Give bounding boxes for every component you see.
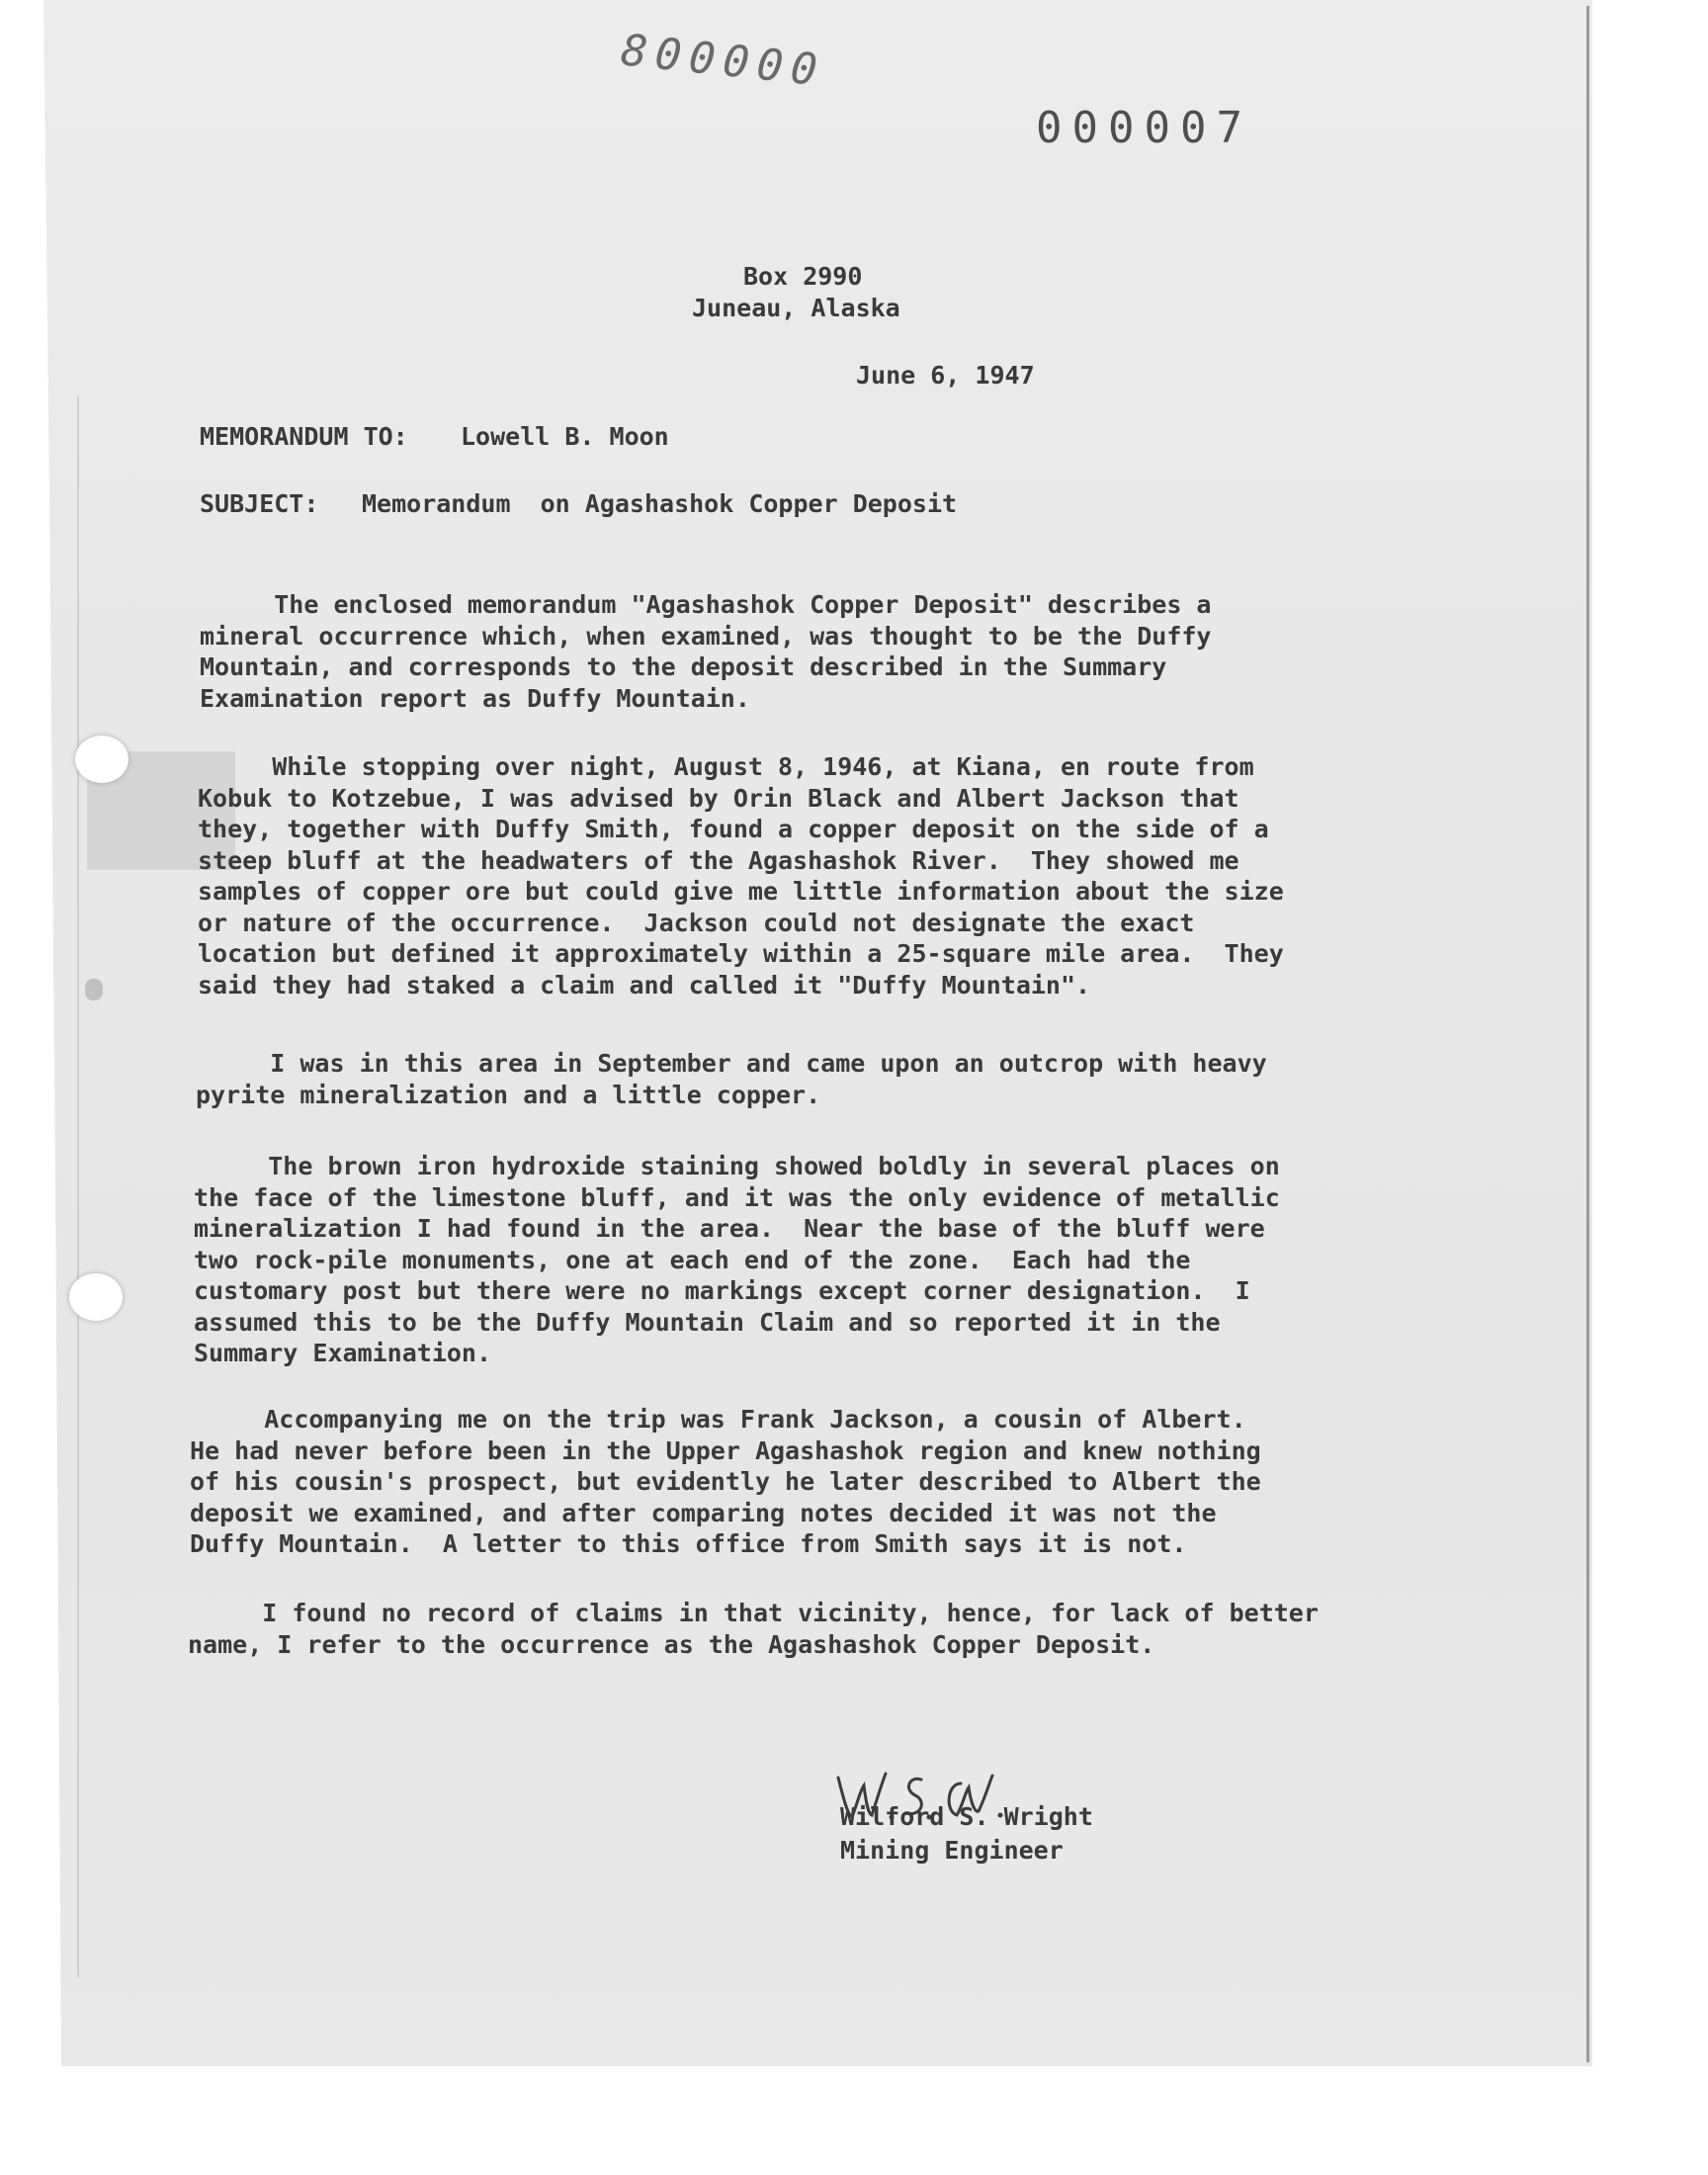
body-line: He had never before been in the Upper Agashashok region and knew nothing bbox=[190, 1436, 1261, 1465]
letter-date: June 6, 1947 bbox=[856, 361, 1035, 390]
body-line: The enclosed memorandum "Agashashok Copper Deposit" describes a bbox=[200, 590, 1212, 619]
file-number-stamp-lower: 000007 bbox=[1036, 103, 1252, 153]
memo-to-label: MEMORANDUM TO: bbox=[200, 422, 408, 451]
letterhead-city: Juneau, Alaska bbox=[692, 294, 900, 322]
body-line: The brown iron hydroxide staining showed boldly in several places on bbox=[194, 1152, 1280, 1180]
punch-hole-lower bbox=[69, 1273, 123, 1321]
body-line: customary post but there were no markings except corner designation. I bbox=[194, 1276, 1250, 1305]
body-paragraph-1 bbox=[200, 589, 1212, 714]
signer-title: Mining Engineer bbox=[840, 1836, 1064, 1865]
body-line: deposit we examined, and after comparing notes decided it was not the bbox=[190, 1498, 1217, 1527]
body-line: they, together with Duffy Smith, found a copper deposit on the side of a bbox=[198, 815, 1269, 843]
subject-text: Memorandum on Agashashok Copper Deposit bbox=[362, 489, 958, 518]
body-paragraph-5 bbox=[190, 1404, 1261, 1560]
body-line: Duffy Mountain. A letter to this office from Smith says it is not. bbox=[190, 1529, 1187, 1558]
signer-name: Wilford S. Wright bbox=[840, 1802, 1093, 1831]
body-line: pyrite mineralization and a little copper. bbox=[196, 1080, 821, 1109]
smudge-mark bbox=[85, 979, 103, 1000]
body-line: the face of the limestone bluff, and it was the only evidence of metallic bbox=[194, 1182, 1280, 1212]
body-paragraph-3 bbox=[196, 1048, 1267, 1110]
body-line: said they had staked a claim and called it "Duffy Mountain". bbox=[198, 970, 1091, 1000]
paper-right-edge bbox=[1586, 6, 1589, 2062]
punch-hole-upper bbox=[75, 736, 128, 783]
body-paragraph-4 bbox=[194, 1151, 1280, 1369]
body-line: Kobuk to Kotzebue, I was advised by Orin Black and Albert Jackson that bbox=[198, 783, 1239, 813]
memo-to-name: Lowell B. Moon bbox=[461, 422, 669, 451]
body-line: or nature of the occurrence. Jackson could not designate the exact bbox=[198, 908, 1195, 937]
letterhead-box: Box 2990 bbox=[743, 262, 863, 291]
body-line: name, I refer to the occurrence as the Agashashok Copper Deposit. bbox=[188, 1629, 1155, 1659]
body-line: Examination report as Duffy Mountain. bbox=[200, 683, 750, 713]
body-line: Mountain, and corresponds to the deposit described in the Summary bbox=[200, 652, 1167, 681]
body-line: steep bluff at the headwaters of the Agashashok River. They showed me bbox=[198, 845, 1239, 875]
paper-left-edge bbox=[77, 395, 79, 1977]
body-line: While stopping over night, August 8, 1946, at Kiana, en route from bbox=[198, 752, 1254, 781]
body-line: assumed this to be the Duffy Mountain Claim and so reported it in the bbox=[194, 1307, 1221, 1337]
body-line: mineral occurrence which, when examined, was thought to be the Duffy bbox=[200, 621, 1212, 651]
body-line: of his cousin's prospect, but evidently he later described to Albert the bbox=[190, 1467, 1261, 1496]
file-number-stamp-upper: 800000 bbox=[618, 25, 828, 97]
body-paragraph-6 bbox=[188, 1598, 1319, 1660]
subject-label: SUBJECT: bbox=[200, 489, 319, 518]
body-line: samples of copper ore but could give me little information about the size bbox=[198, 877, 1284, 906]
body-line: Accompanying me on the trip was Frank Jackson, a cousin of Albert. bbox=[190, 1405, 1246, 1434]
body-line: Summary Examination. bbox=[194, 1339, 492, 1367]
body-line: I was in this area in September and came upon an outcrop with heavy bbox=[196, 1049, 1267, 1078]
body-line: I found no record of claims in that vicinity, hence, for lack of better bbox=[188, 1599, 1319, 1627]
body-line: mineralization I had found in the area. Near the base of the bluff were bbox=[194, 1214, 1265, 1243]
body-line: two rock-pile monuments, one at each end of the zone. Each had the bbox=[194, 1245, 1191, 1274]
body-line: location but defined it approximately within a 25-square mile area. They bbox=[198, 939, 1284, 968]
body-paragraph-2 bbox=[198, 751, 1284, 1000]
